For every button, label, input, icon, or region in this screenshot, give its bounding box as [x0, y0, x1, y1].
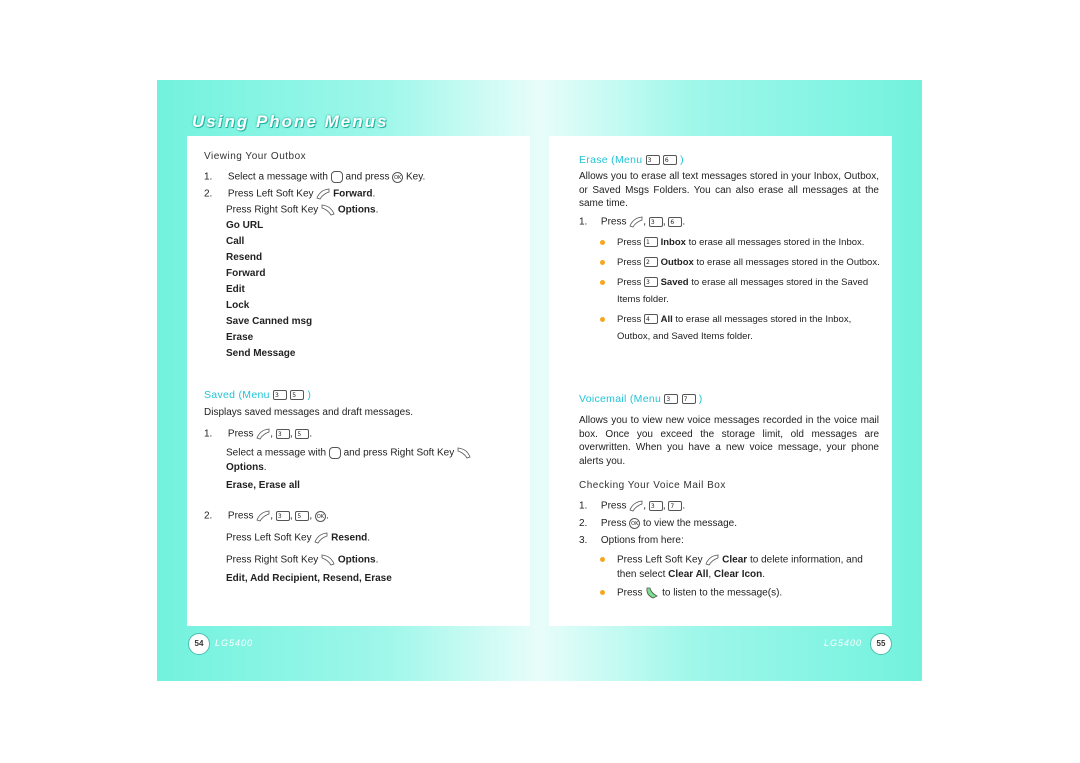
voicemail-step-2	[579, 518, 737, 530]
soft-key-left-icon	[256, 428, 270, 440]
saved-left-soft-key-line	[226, 532, 370, 545]
step-number: 2.	[204, 510, 213, 522]
clear-all-label: Clear All	[668, 569, 709, 580]
step-text: to erase all messages stored in the Inbox,	[675, 314, 852, 325]
clear-icon-label: Clear Icon	[713, 569, 763, 580]
step-text: then select	[617, 569, 666, 580]
option-go-url: Go URL	[226, 220, 264, 231]
step-text: Select a message with	[226, 447, 327, 459]
inbox-label: Inbox	[660, 237, 686, 248]
bullet-icon	[600, 280, 605, 285]
ok-key-icon: OK	[315, 511, 326, 522]
erase-step-1: 1. Press , 3 , 6 .	[579, 216, 686, 228]
erase-menu-title	[579, 154, 684, 166]
step-number: 1.	[579, 500, 588, 512]
title-text: )	[680, 154, 684, 166]
forward-label: Forward	[333, 188, 373, 200]
bullet-icon	[600, 260, 605, 265]
voicemail-paragraph: Allows you to view new voice messages recorded in the voice mail box. Once you exceed the storage limit, old messages are overwritten. When you have a new voice message, your phone alerts you.	[579, 415, 879, 467]
step-text: Press	[617, 237, 642, 248]
all-label: All	[660, 314, 673, 325]
saved-step-2: 2. Press , 3 , 5 , OK .	[204, 510, 329, 522]
step-text: and press Right Soft Key	[343, 447, 455, 459]
soft-key-left-icon	[629, 216, 643, 228]
voicemail-clear-item-line2	[617, 569, 765, 581]
erase-all-item	[617, 314, 851, 326]
number-key-icon: 2	[644, 257, 658, 267]
number-key-icon: 5	[295, 429, 309, 439]
number-key-icon: 3	[644, 277, 658, 287]
options-label: Options	[226, 462, 264, 473]
option-send-message: Send Message	[226, 348, 296, 359]
title-text: )	[307, 389, 312, 401]
soft-key-right-icon	[457, 447, 471, 459]
erase-paragraph: Allows you to erase all text messages stored in your Inbox, Outbox, or Saved Msgs Folders. You can also erase all messages at the same time.	[579, 171, 879, 209]
page-number-right: 55	[870, 633, 892, 655]
step-text: Press Left Soft Key	[227, 188, 314, 200]
step-number: 2.	[204, 188, 213, 200]
punct: .	[375, 204, 379, 216]
step-text: Press	[617, 277, 642, 288]
number-key-icon: 1	[644, 237, 658, 247]
options-label: Options	[337, 204, 376, 216]
bullet-icon	[600, 317, 605, 322]
step-text: Press	[600, 500, 627, 512]
step-text: Press	[600, 518, 627, 530]
step-number: 1.	[204, 428, 213, 440]
step-text: Press Left Soft Key	[617, 554, 703, 566]
step-text: Press	[600, 216, 627, 228]
soft-key-left-icon	[256, 510, 270, 522]
step-text: Press	[227, 510, 254, 522]
number-key-icon: 3	[664, 394, 678, 404]
soft-key-left-icon	[705, 554, 719, 566]
option-resend: Resend	[226, 252, 263, 263]
title-text: )	[698, 393, 703, 405]
step-number: 2.	[579, 518, 588, 530]
saved-options-line	[226, 462, 267, 474]
step-text: Press	[617, 257, 642, 268]
punct: .	[263, 462, 267, 473]
punct: .	[762, 569, 766, 580]
title-text: Voicemail (Menu	[579, 393, 662, 405]
send-key-icon	[645, 587, 659, 599]
erase-saved-item	[617, 277, 868, 289]
resend-label: Resend	[331, 532, 368, 544]
step-text: Press	[617, 314, 642, 325]
soft-key-left-icon	[314, 532, 328, 544]
nav-key-icon	[331, 171, 343, 183]
punct: .	[372, 188, 376, 200]
step-number: 1.	[204, 171, 213, 183]
step-text: Press Left Soft Key	[226, 532, 312, 544]
step-text: Press	[617, 587, 643, 599]
outbox-label: Outbox	[660, 257, 694, 268]
option-erase: Erase	[226, 332, 254, 343]
bullet-icon	[600, 240, 605, 245]
number-key-icon: 4	[644, 314, 658, 324]
punct: .	[375, 554, 379, 566]
option-call: Call	[226, 236, 245, 247]
banner-title: Using Phone Menus	[192, 112, 389, 131]
erase-inbox-item	[617, 237, 864, 249]
soft-key-left-icon	[316, 188, 330, 200]
soft-key-right-icon	[321, 204, 335, 216]
number-key-icon: 6	[663, 155, 677, 165]
step-number: 3.	[579, 535, 588, 546]
saved-erase-options: Erase, Erase all	[226, 480, 300, 491]
number-key-icon: 3	[646, 155, 660, 165]
saved-menu-title	[204, 389, 311, 401]
bullet-icon	[600, 590, 605, 595]
voicemail-listen-item	[617, 587, 782, 600]
saved-right-soft-key-line	[226, 554, 378, 567]
voicemail-clear-item	[617, 554, 863, 567]
erase-saved-item-line2: Items folder.	[617, 294, 669, 305]
outbox-step-1	[204, 171, 425, 184]
punct: .	[367, 532, 371, 544]
model-label-right: LG5400	[824, 638, 863, 648]
number-key-icon: 5	[295, 511, 309, 521]
soft-key-left-icon	[629, 500, 643, 512]
option-lock: Lock	[226, 300, 250, 311]
outbox-step-2	[204, 188, 375, 201]
erase-all-item-line2: Outbox, and Saved Items folder.	[617, 331, 753, 342]
bullet-icon	[600, 557, 605, 562]
saved-description: Displays saved messages and draft messages.	[204, 407, 413, 418]
saved-step-1: 1. Press , 3 , 5 .	[204, 428, 313, 440]
number-key-icon: 3	[649, 217, 663, 227]
title-text: Saved (Menu	[204, 389, 270, 401]
ok-key-icon: OK	[392, 172, 403, 183]
step-text: Press Right Soft Key	[226, 204, 319, 216]
number-key-icon: 5	[290, 390, 304, 400]
option-forward: Forward	[226, 268, 266, 279]
step-text: to erase all messages stored in the Saved	[691, 277, 869, 288]
option-save-canned-msg: Save Canned msg	[226, 316, 313, 327]
clear-label: Clear	[722, 554, 748, 566]
step-text: to listen to the message(s).	[662, 587, 783, 599]
soft-key-right-icon	[321, 554, 335, 566]
model-label-left: LG5400	[215, 638, 254, 648]
viewing-outbox-header: Viewing Your Outbox	[204, 151, 307, 162]
punct: ,	[708, 569, 712, 580]
erase-outbox-item	[617, 257, 880, 269]
outbox-step-2-right	[226, 204, 378, 217]
number-key-icon: 3	[649, 501, 663, 511]
step-text: to delete information, and	[749, 554, 863, 566]
step-text: Press	[227, 428, 254, 440]
step-text: Key.	[406, 171, 426, 183]
title-text: Erase (Menu	[579, 154, 643, 166]
number-key-icon: 3	[276, 511, 290, 521]
step-number: 1.	[579, 216, 588, 228]
step-text: to erase all messages stored in the Inbox.	[688, 237, 865, 248]
nav-key-icon	[329, 447, 341, 459]
step-text: Press Right Soft Key	[226, 554, 319, 566]
option-edit: Edit	[226, 284, 245, 295]
step-text: and press	[345, 171, 390, 183]
step-text: Select a message with	[227, 171, 328, 183]
step-text: to erase all messages stored in the Outbox.	[696, 257, 880, 268]
saved-select-line	[226, 447, 471, 460]
number-key-icon: 3	[276, 429, 290, 439]
number-key-icon: 6	[668, 217, 682, 227]
ok-key-icon: OK	[629, 518, 640, 529]
step-text: to view the message.	[643, 518, 737, 530]
voicemail-menu-title	[579, 393, 703, 405]
options-label: Options	[337, 554, 376, 566]
voicemail-step-1: 1. Press , 3 , 7 .	[579, 500, 686, 512]
number-key-icon: 7	[682, 394, 696, 404]
page-number-left: 54	[188, 633, 210, 655]
saved-options-list: Edit, Add Recipient, Resend, Erase	[226, 573, 392, 584]
voicemail-step-3	[579, 535, 684, 547]
number-key-icon: 7	[668, 501, 682, 511]
step-text: Options from here:	[600, 535, 684, 546]
saved-label: Saved	[660, 277, 689, 288]
checking-voicemail-header: Checking Your Voice Mail Box	[579, 480, 726, 491]
number-key-icon: 3	[273, 390, 287, 400]
